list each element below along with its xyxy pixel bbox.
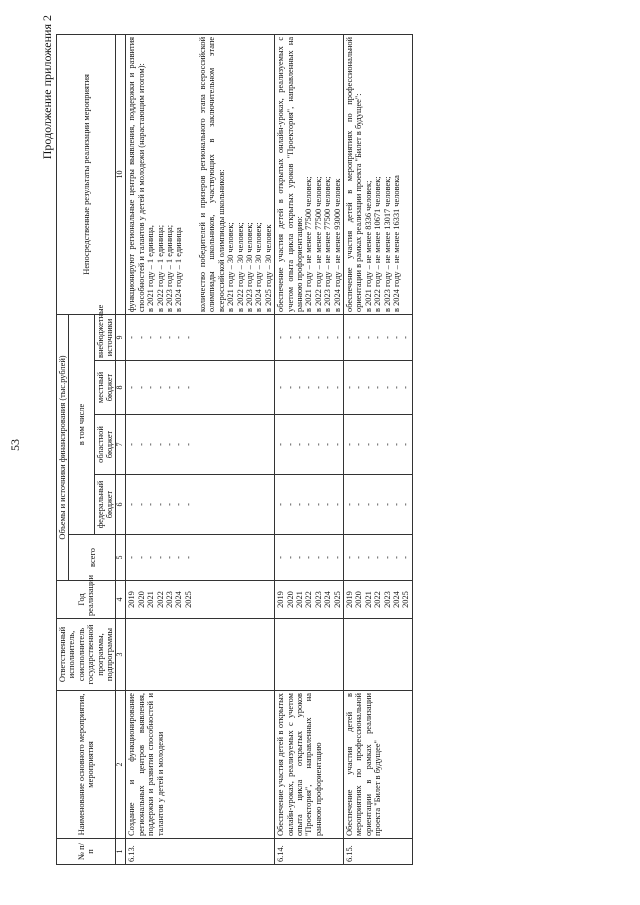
column-number: 3 bbox=[116, 619, 126, 691]
dash-value: - bbox=[392, 503, 401, 506]
dash-value: - bbox=[304, 386, 314, 389]
result-line: в 2021 году – 30 человек; bbox=[226, 222, 236, 312]
dash-value: - bbox=[344, 556, 354, 559]
executor-cell bbox=[126, 619, 275, 691]
dash-value: - bbox=[276, 386, 286, 389]
dash-value: - bbox=[323, 443, 333, 446]
total-cell bbox=[126, 535, 275, 581]
year-value: 2020 bbox=[285, 591, 295, 608]
dash-value: - bbox=[174, 503, 184, 506]
table-body bbox=[126, 34, 412, 864]
table-row bbox=[343, 34, 412, 864]
header-results: Непосредственные результаты реализации мероприятия bbox=[57, 34, 116, 314]
dash-value: - bbox=[165, 556, 175, 559]
dash-value: - bbox=[373, 556, 383, 559]
dash-value: - bbox=[313, 556, 323, 559]
dash-value: - bbox=[276, 336, 286, 339]
page-number: 53 bbox=[8, 439, 22, 451]
header-local: местный бюджет bbox=[94, 361, 116, 415]
dash-value: - bbox=[373, 443, 383, 446]
row-number: 6.13. bbox=[126, 839, 275, 865]
dash-value: - bbox=[323, 556, 333, 559]
table-row bbox=[275, 34, 344, 864]
result-line: в 2021 году – 1 единица, bbox=[146, 225, 156, 312]
result-line: в 2021 году – не менее 8336 человек; bbox=[363, 180, 373, 312]
row-number: 6.15. bbox=[343, 839, 412, 865]
dash-value: - bbox=[344, 336, 354, 339]
dash-value: - bbox=[183, 443, 193, 446]
years-cell bbox=[275, 581, 344, 619]
dash-value: - bbox=[146, 386, 156, 389]
dash-value: - bbox=[401, 336, 411, 339]
dash-value: - bbox=[344, 443, 354, 446]
regional-cell bbox=[343, 415, 412, 475]
dash-value: - bbox=[174, 336, 184, 339]
dash-value: - bbox=[354, 556, 364, 559]
year-value: 2023 bbox=[313, 591, 323, 608]
row-number: 6.14. bbox=[275, 839, 344, 865]
header-no: № п/п bbox=[57, 839, 116, 865]
year-value: 2022 bbox=[155, 591, 165, 608]
activity-name: Обеспечение участия детей в открытых онлайн-уроках, реализуемых с учетом опыта цикла открытых уроков "Проектория", направленных на раннюю профориентацию bbox=[275, 691, 344, 839]
years-cell bbox=[126, 581, 275, 619]
dash-value: - bbox=[285, 556, 295, 559]
column-number-row bbox=[116, 34, 126, 864]
regional-cell bbox=[126, 415, 275, 475]
extra-cell bbox=[343, 314, 412, 360]
dash-value: - bbox=[183, 336, 193, 339]
dash-value: - bbox=[373, 386, 383, 389]
dash-value: - bbox=[136, 336, 146, 339]
dash-value: - bbox=[285, 336, 295, 339]
result-line: в 2021 году – не менее 77500 человек; bbox=[304, 176, 314, 312]
local-cell bbox=[343, 361, 412, 415]
dash-value: - bbox=[165, 443, 175, 446]
results-cell bbox=[343, 34, 412, 314]
local-cell bbox=[275, 361, 344, 415]
dash-value: - bbox=[127, 503, 137, 506]
year-value: 2019 bbox=[344, 591, 354, 608]
results-cell bbox=[126, 34, 275, 314]
dash-value: - bbox=[382, 443, 392, 446]
year-value: 2022 bbox=[373, 591, 383, 608]
dash-value: - bbox=[155, 556, 165, 559]
dash-value: - bbox=[155, 386, 165, 389]
dash-value: - bbox=[354, 443, 364, 446]
result-line: в 2025 году – 30 человек bbox=[263, 224, 273, 312]
dash-value: - bbox=[392, 336, 401, 339]
header-total: всего bbox=[69, 535, 116, 581]
dash-value: - bbox=[127, 336, 137, 339]
year-value: 2025 bbox=[332, 591, 342, 608]
header-executor: Ответственный исполнитель, соисполнитель государственной программы, подпрограммы bbox=[57, 619, 116, 691]
results-cell bbox=[275, 34, 344, 314]
result-line: в 2024 году – не менее 16331 человека bbox=[392, 175, 401, 312]
header-funding: Объемы и источники финансирования (тыс.рублей) bbox=[57, 314, 69, 580]
dash-value: - bbox=[165, 386, 175, 389]
total-cell bbox=[275, 535, 344, 581]
header-incl: в том числе bbox=[69, 314, 94, 534]
dash-value: - bbox=[323, 386, 333, 389]
dash-value: - bbox=[304, 336, 314, 339]
header-federal: федеральный бюджет bbox=[94, 475, 116, 535]
year-value: 2021 bbox=[294, 591, 304, 608]
dash-value: - bbox=[127, 556, 137, 559]
executor-cell bbox=[275, 619, 344, 691]
dash-value: - bbox=[146, 556, 156, 559]
dash-value: - bbox=[294, 336, 304, 339]
dash-value: - bbox=[401, 503, 411, 506]
header-regional: областной бюджет bbox=[94, 415, 116, 475]
column-number: 8 bbox=[116, 361, 126, 415]
dash-value: - bbox=[363, 336, 373, 339]
dash-value: - bbox=[344, 386, 354, 389]
dash-value: - bbox=[146, 443, 156, 446]
dash-value: - bbox=[146, 503, 156, 506]
result-line: в 2024 году – не менее 93000 человек bbox=[332, 178, 342, 312]
dash-value: - bbox=[382, 336, 392, 339]
dash-value: - bbox=[146, 336, 156, 339]
dash-value: - bbox=[373, 503, 383, 506]
executor-cell bbox=[343, 619, 412, 691]
year-value: 2019 bbox=[276, 591, 286, 608]
column-number: 6 bbox=[116, 475, 126, 535]
column-number: 4 bbox=[116, 581, 126, 619]
regional-cell bbox=[275, 415, 344, 475]
column-number: 5 bbox=[116, 535, 126, 581]
dash-value: - bbox=[294, 443, 304, 446]
table-row bbox=[126, 34, 275, 864]
result-line: в 2023 году – 30 человек; bbox=[244, 222, 254, 312]
dash-value: - bbox=[313, 443, 323, 446]
total-cell bbox=[343, 535, 412, 581]
year-value: 2024 bbox=[392, 591, 401, 608]
dash-value: - bbox=[363, 503, 373, 506]
result-line: в 2022 году – 30 человек; bbox=[235, 222, 245, 312]
year-value: 2024 bbox=[323, 591, 333, 608]
dash-value: - bbox=[285, 386, 295, 389]
result-line: в 2024 году – 30 человек; bbox=[254, 222, 264, 312]
result-line: в 2022 году – не менее 77500 человек; bbox=[313, 176, 323, 312]
activity-name: Обеспечение участия детей в мероприятиях по профессиональной ориентации в рамках реализации проекта "Билет в будущее" bbox=[343, 691, 412, 839]
dash-value: - bbox=[155, 336, 165, 339]
result-line: функционируют региональные центры выявления, поддержки и развития способностей и талантов у детей и молодежи (нарастающим итогом): bbox=[127, 36, 146, 312]
header-name: Наименование основного мероприятия, мероприятия bbox=[57, 691, 116, 839]
dash-value: - bbox=[323, 503, 333, 506]
dash-value: - bbox=[313, 386, 323, 389]
dash-value: - bbox=[382, 556, 392, 559]
dash-value: - bbox=[304, 503, 314, 506]
dash-value: - bbox=[363, 386, 373, 389]
dash-value: - bbox=[382, 503, 392, 506]
extra-cell bbox=[126, 314, 275, 360]
column-number: 1 bbox=[116, 839, 126, 865]
year-value: 2024 bbox=[174, 591, 184, 608]
dash-value: - bbox=[354, 386, 364, 389]
result-line: в 2022 году – не менее 10671 человек; bbox=[373, 176, 383, 312]
dash-value: - bbox=[183, 386, 193, 389]
dash-value: - bbox=[183, 556, 193, 559]
result-line: в 2023 году – не менее 13017 человек; bbox=[382, 176, 392, 312]
federal-cell bbox=[343, 475, 412, 535]
year-value: 2021 bbox=[363, 591, 373, 608]
result-line bbox=[184, 37, 198, 312]
dash-value: - bbox=[392, 443, 401, 446]
local-cell bbox=[126, 361, 275, 415]
result-line: обеспечение участия детей в открытых онлайн-уроках, реализуемых с учетом опыта цикла открытых уроков "Проектория", направленных на раннюю профориентацию: bbox=[276, 36, 304, 312]
dash-value: - bbox=[313, 336, 323, 339]
dash-value: - bbox=[136, 556, 146, 559]
result-line: в 2024 году – 1 единица bbox=[174, 227, 184, 312]
dash-value: - bbox=[313, 503, 323, 506]
dash-value: - bbox=[344, 503, 354, 506]
dash-value: - bbox=[332, 503, 342, 506]
column-number: 7 bbox=[116, 415, 126, 475]
dash-value: - bbox=[136, 503, 146, 506]
dash-value: - bbox=[276, 556, 286, 559]
dash-value: - bbox=[332, 386, 342, 389]
dash-value: - bbox=[401, 386, 411, 389]
dash-value: - bbox=[401, 556, 411, 559]
dash-value: - bbox=[294, 386, 304, 389]
federal-cell bbox=[275, 475, 344, 535]
column-number: 2 bbox=[116, 691, 126, 839]
dash-value: - bbox=[136, 386, 146, 389]
dash-value: - bbox=[127, 443, 137, 446]
program-table bbox=[56, 34, 413, 865]
dash-value: - bbox=[285, 503, 295, 506]
dash-value: - bbox=[276, 503, 286, 506]
dash-value: - bbox=[127, 386, 137, 389]
dash-value: - bbox=[354, 336, 364, 339]
dash-value: - bbox=[332, 556, 342, 559]
federal-cell bbox=[126, 475, 275, 535]
result-line: количество победителей и призеров регионального этапа всероссийской олимпиады школьников, участвующих в заключительном этапе всероссийской олимпиады школьников: bbox=[197, 36, 226, 312]
column-number: 9 bbox=[116, 314, 126, 360]
activity-name: Создание и функционирование региональных центров выявления, поддержки и развития способностей и талантов у детей и молодежи bbox=[126, 691, 275, 839]
dash-value: - bbox=[363, 443, 373, 446]
dash-value: - bbox=[165, 503, 175, 506]
dash-value: - bbox=[392, 556, 401, 559]
year-value: 2020 bbox=[136, 591, 146, 608]
result-line: в 2023 году – 1 единица; bbox=[165, 224, 175, 312]
extra-cell bbox=[275, 314, 344, 360]
dash-value: - bbox=[401, 443, 411, 446]
header-year: Год реализации bbox=[57, 581, 116, 619]
header-extra: внебюджетные источники bbox=[94, 314, 116, 360]
result-line: в 2022 году – 1 единица; bbox=[155, 224, 165, 312]
dash-value: - bbox=[155, 443, 165, 446]
dash-value: - bbox=[183, 503, 193, 506]
dash-value: - bbox=[174, 443, 184, 446]
dash-value: - bbox=[363, 556, 373, 559]
years-cell bbox=[343, 581, 412, 619]
column-number: 10 bbox=[116, 34, 126, 314]
dash-value: - bbox=[155, 503, 165, 506]
dash-value: - bbox=[392, 386, 401, 389]
dash-value: - bbox=[136, 443, 146, 446]
dash-value: - bbox=[304, 556, 314, 559]
year-value: 2023 bbox=[382, 591, 392, 608]
dash-value: - bbox=[332, 336, 342, 339]
dash-value: - bbox=[285, 443, 295, 446]
dash-value: - bbox=[276, 443, 286, 446]
dash-value: - bbox=[332, 443, 342, 446]
year-value: 2021 bbox=[146, 591, 156, 608]
year-value: 2020 bbox=[354, 591, 364, 608]
result-line: в 2023 году – не менее 77500 человек; bbox=[323, 176, 333, 312]
dash-value: - bbox=[354, 503, 364, 506]
dash-value: - bbox=[165, 336, 175, 339]
dash-value: - bbox=[304, 443, 314, 446]
dash-value: - bbox=[294, 503, 304, 506]
year-value: 2019 bbox=[127, 591, 137, 608]
dash-value: - bbox=[373, 336, 383, 339]
year-value: 2025 bbox=[401, 591, 411, 608]
dash-value: - bbox=[294, 556, 304, 559]
continuation-heading: Продолжение приложения 2 bbox=[40, 15, 54, 160]
dash-value: - bbox=[323, 336, 333, 339]
dash-value: - bbox=[382, 386, 392, 389]
year-value: 2022 bbox=[304, 591, 314, 608]
year-value: 2023 bbox=[165, 591, 175, 608]
dash-value: - bbox=[174, 386, 184, 389]
result-line: обеспечение участия детей в мероприятиях по профессиональной ориентации в рамках реализации проекта "Билет в будущее": bbox=[344, 36, 364, 312]
year-value: 2025 bbox=[183, 591, 193, 608]
dash-value: - bbox=[174, 556, 184, 559]
